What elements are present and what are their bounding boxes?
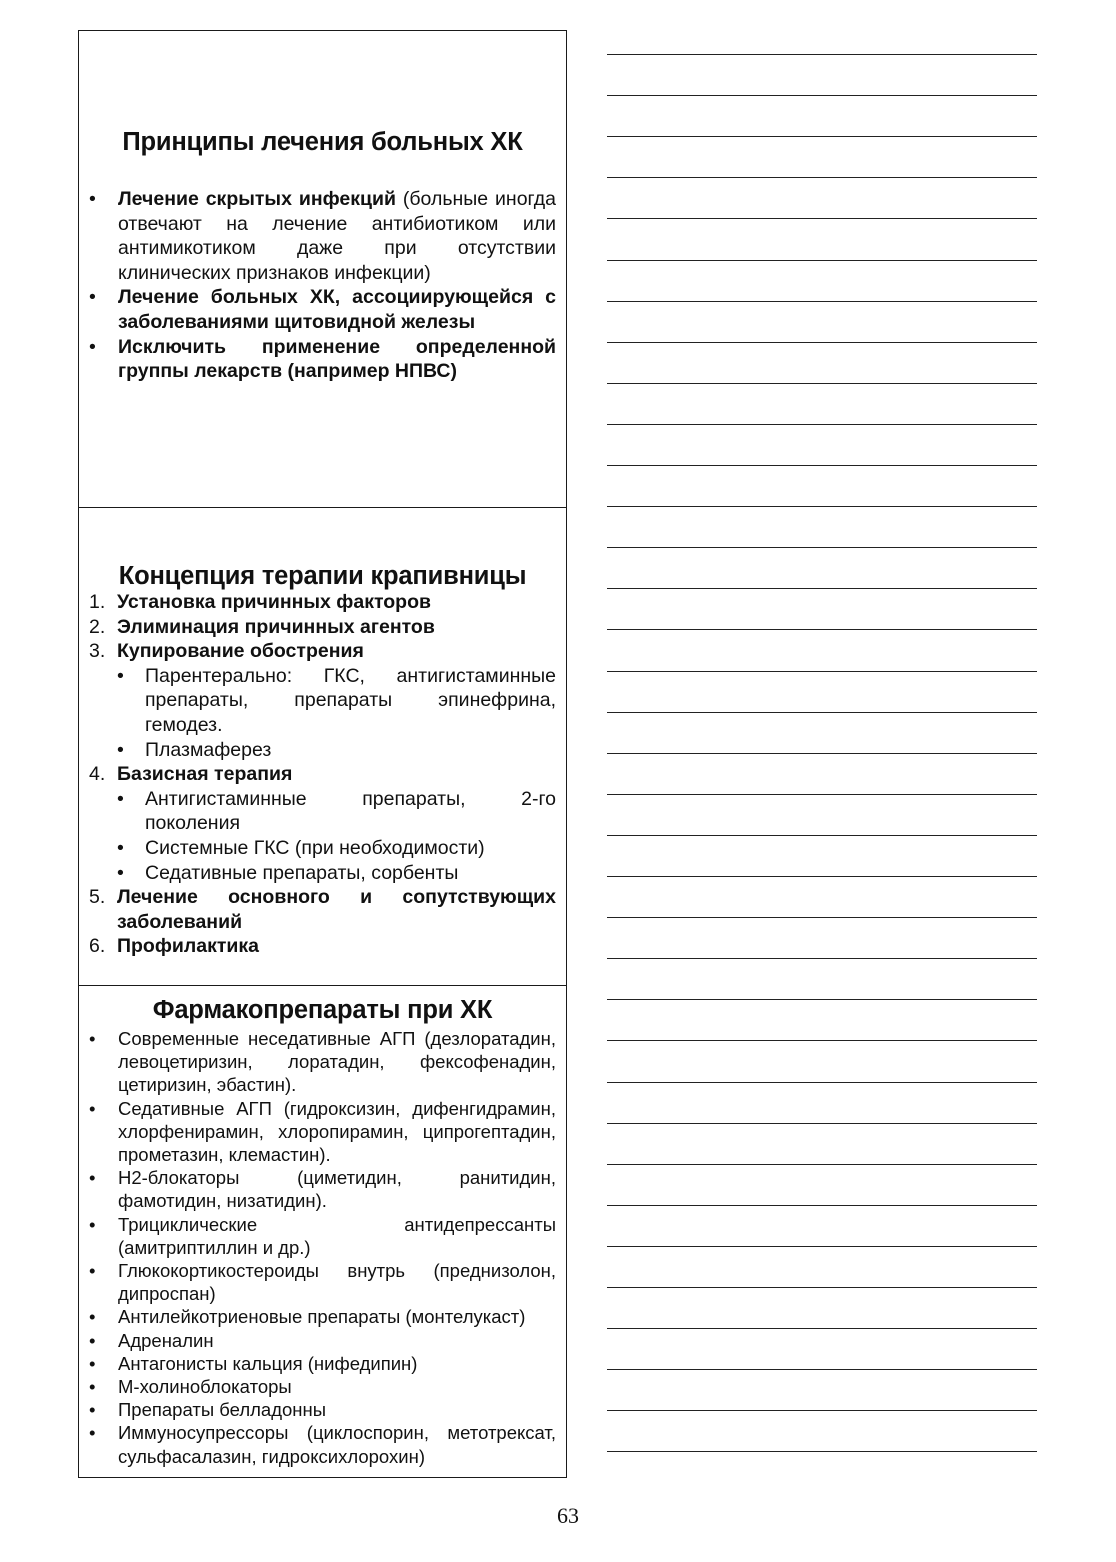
item-text: Базисная терапия [117,763,293,786]
note-line [607,629,1037,630]
list-item: • Глюкокортикостероиды внутрь (преднизолон, дипроспан) [89,1259,556,1305]
list-item: • Антагонисты кальция (нифедипин) [89,1352,556,1375]
note-line [607,794,1037,795]
note-line [607,1205,1037,1206]
note-line [607,712,1037,713]
item-bold-text: Лечение скрытых инфекций [118,188,396,210]
slide-title: Принципы лечения больных ХК [122,128,523,156]
list-item [89,187,556,285]
note-line [607,1164,1037,1165]
list-item: • Трициклические антидепрессанты (амитриптиллин и др.) [89,1213,556,1259]
item-bold-text: Лечение больных ХК, ассоциирующейся с заболеваниями щитовидной железы [118,286,556,333]
note-line [607,54,1037,55]
item-number: 2. [89,615,106,638]
list-item: • Адреналин [89,1329,556,1352]
item-text: Установка причинных факторов [117,591,431,613]
list-item: • Н2-блокаторы (циметидин, ранитидин, фамотидин, низатидин). [89,1166,556,1212]
note-line [607,1040,1037,1041]
note-line [607,1369,1037,1370]
list-item [89,934,556,959]
note-line [607,958,1037,959]
note-line [607,424,1037,425]
note-line [607,177,1037,178]
note-line [607,917,1037,918]
notes-lines-area [607,0,1037,1480]
note-line [607,383,1037,384]
list-item [89,639,556,664]
item-number: 1. [89,591,106,613]
note-line [607,506,1037,507]
list-item: • Препараты белладонны [89,1398,556,1421]
list-item: • М-холиноблокаторы [89,1375,556,1398]
list-item [89,762,556,787]
note-line [607,753,1037,754]
note-line [607,1410,1037,1411]
slide-title: Фармакопрепараты при ХК [152,996,493,1024]
note-line [607,1246,1037,1247]
bullet-list [89,187,556,384]
item-text: (больные иногда отвечают на лечение антибиотиком или антимикотиком даже при отсутствии клинических признаков инфекции) [118,188,556,284]
list-item [89,285,556,334]
page-number: 63 [557,1503,579,1528]
note-line [607,999,1037,1000]
note-line [607,1287,1037,1288]
item-number: 6. [89,935,106,958]
item-bold-text: Исключить применение определенной группы лекарств (например НПВС) [118,335,556,383]
item-number: 4. [89,763,106,786]
note-line [607,342,1037,343]
item-text: Купирование обострения [117,640,364,663]
sub-list-item: • Парентерально: ГКС, антигистаминные препараты, препараты эпинефрина, гемодез. [89,664,556,738]
note-line [607,136,1037,137]
slide-treatment-principles [79,31,566,508]
list-item: • Антилейкотриеновые препараты (монтелукаст) [89,1305,556,1328]
list-item: • Иммуносупрессоры (циклоспорин, метотрексат, сульфасалазин, гидроксихлорохин) [89,1421,556,1467]
sub-list-item: • Антигистаминные препараты, 2-го поколения [89,787,556,836]
item-text: Элиминация причинных агентов [117,615,435,638]
note-line [607,547,1037,548]
slide-therapy-concept [79,508,566,986]
note-line [607,588,1037,589]
item-text: Профилактика [117,935,260,958]
list-item: • Современные неседативные АГП (дезлоратадин, левоцетиризин, лоратадин, фексофенадин, цетиризин, эбастин). [89,1027,556,1097]
note-line [607,671,1037,672]
list-item: • Седативные АГП (гидроксизин, дифенгидрамин, хлорфенирамин, хлоропирамин, ципрогептадин, прометазин, клемастин). [89,1097,556,1167]
note-line [607,95,1037,96]
note-line [607,260,1037,261]
list-item [89,590,556,615]
bullet-list [89,1027,556,1468]
note-line [607,1123,1037,1124]
slide-title: Концепция терапии крапивницы [118,562,527,590]
note-line [607,835,1037,836]
note-line [607,1451,1037,1452]
item-number: 5. [89,886,106,909]
list-item [89,335,556,384]
sub-list-item: • Седативные препараты, сорбенты [89,861,556,886]
sub-list-item: • Системные ГКС (при необходимости) [89,836,556,861]
sub-list-item: • Плазмаферез [89,738,556,763]
slide-pharmaceuticals [79,986,566,1477]
note-line [607,1328,1037,1329]
list-item [89,885,556,934]
slides-column [78,30,567,1478]
item-number: 3. [89,640,106,663]
note-line [607,301,1037,302]
numbered-list [89,590,556,959]
list-item [89,615,556,640]
note-line [607,876,1037,877]
note-line [607,218,1037,219]
note-line [607,465,1037,466]
note-line [607,1082,1037,1083]
item-text: Лечение основного и сопутствующих заболеваний [117,886,556,933]
